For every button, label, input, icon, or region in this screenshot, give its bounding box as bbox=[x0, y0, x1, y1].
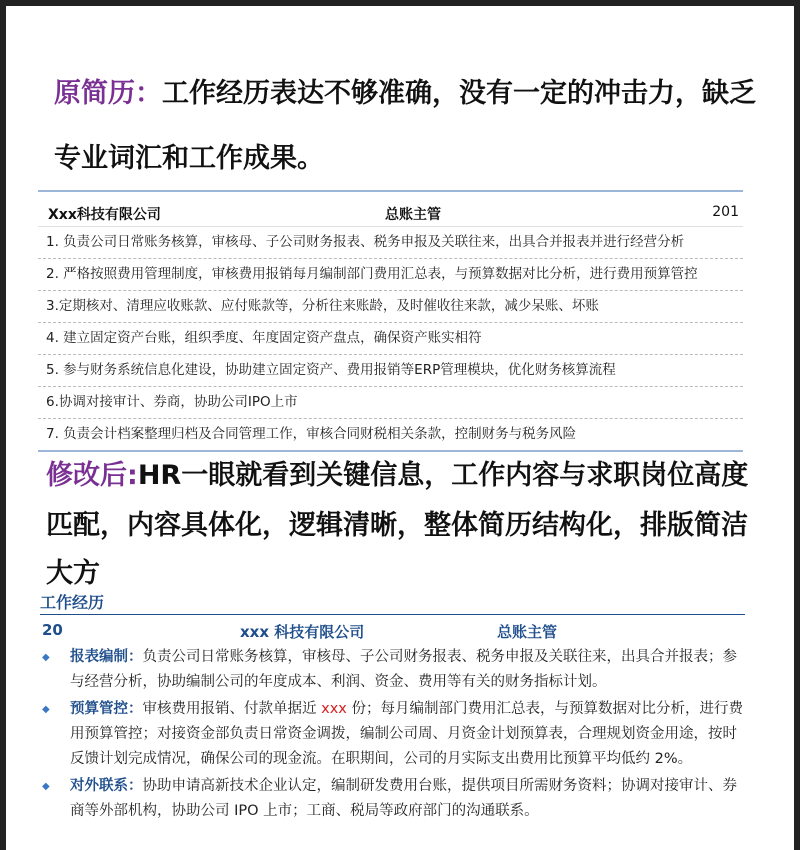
revised-item-budget bbox=[40, 697, 745, 772]
diamond-bullet-icon: ◆ bbox=[42, 781, 50, 792]
section-title: 工作经历 bbox=[40, 593, 105, 612]
revised-company: xxx 科技有限公司 bbox=[240, 623, 365, 641]
item-heading: 预算管控： bbox=[70, 701, 143, 717]
original-resume-table bbox=[38, 190, 743, 452]
original-table-header bbox=[38, 192, 743, 227]
revised-item-reporting bbox=[40, 645, 745, 695]
revised-heading-line2: 匹配，内容具体化，逻辑清晰，整体简历结构化，排版简洁 bbox=[46, 510, 748, 541]
original-company: Xxx科技有限公司 bbox=[48, 207, 161, 223]
diamond-bullet-icon: ◆ bbox=[42, 652, 50, 663]
original-year: 201 bbox=[712, 204, 739, 220]
revised-item-external bbox=[40, 774, 745, 824]
section-divider bbox=[40, 614, 745, 615]
original-heading bbox=[54, 80, 756, 107]
item-text: 审核费用报销、付款单据近 bbox=[142, 701, 322, 717]
original-item: 3.定期核对、清理应收账款、应付账款等，分析往来账龄，及时催收往来款，减少呆账、坏账 bbox=[38, 291, 743, 323]
item-heading: 报表编制： bbox=[70, 649, 143, 665]
original-heading-line2: 专业词汇和工作成果。 bbox=[54, 143, 324, 174]
revised-heading-line3: 大方 bbox=[46, 558, 100, 589]
original-item: 6.协调对接审计、券商，协助公司IPO上市 bbox=[38, 387, 743, 419]
revised-position: 总账主管 bbox=[497, 623, 558, 641]
revised-heading-label: 修改后: bbox=[46, 460, 138, 491]
revised-heading-text: HR一眼就看到关键信息，工作内容与求职岗位高度 bbox=[137, 460, 749, 491]
original-item: 1. 负责公司日常账务核算，审核母、子公司财务报表、税务申报及关联往来，出具合并报表并进行经营分析 bbox=[38, 227, 743, 259]
diamond-bullet-icon: ◆ bbox=[42, 704, 50, 715]
item-text: 协助申请高新技术企业认定，编制研发费用台账，提供项目所需财务资料；协调对接审计、券商等外部机构，协助公司 IPO 上市；工商、税局等政府部门的沟通联系。 bbox=[70, 778, 737, 819]
item-text-continued: 份；每月编制部门费用汇总表，与预算数据对比分析，进行费用预算管控；对接资金部负责日常资金调拨，编制公司周、月资金计划预算表，合理规划资金用途，按时反馈计划完成情况，确保公司的现金流。在职期间，公司的月实际支出费用比预算平均低约 2%。 bbox=[70, 701, 743, 767]
original-item: 2. 严格按照费用管理制度，审核费用报销每月编制部门费用汇总表，与预算数据对比分析，进行费用预算管控 bbox=[38, 259, 743, 291]
original-item: 5. 参与财务系统信息化建设，协助建立固定资产、费用报销等ERP管理模块，优化财务核算流程 bbox=[38, 355, 743, 387]
revised-year: 20 bbox=[42, 621, 63, 639]
revised-job-header bbox=[40, 619, 745, 643]
original-heading-label: 原简历： bbox=[54, 78, 162, 109]
original-item: 7. 负责会计档案整理归档及合同管理工作，审核合同财税相关条款，控制财务与税务风险 bbox=[46, 426, 577, 442]
original-heading-text: 工作经历表达不够准确，没有一定的冲击力，缺乏 bbox=[162, 78, 756, 109]
revised-resume-section bbox=[40, 590, 745, 824]
revised-heading bbox=[46, 462, 748, 489]
original-position: 总账主管 bbox=[385, 207, 441, 223]
item-heading: 对外联系： bbox=[70, 778, 143, 794]
item-text: 负责公司日常账务核算，审核母、子公司财务报表、税务申报及关联往来，出具合并报表；参与经营分析，协助编制公司的年度成本、利润、资金、费用等有关的财务指标计划。 bbox=[70, 649, 737, 690]
highlighted-count: xxx bbox=[321, 701, 347, 717]
original-item: 4. 建立固定资产台账，组织季度、年度固定资产盘点，确保资产账实相符 bbox=[38, 323, 743, 355]
